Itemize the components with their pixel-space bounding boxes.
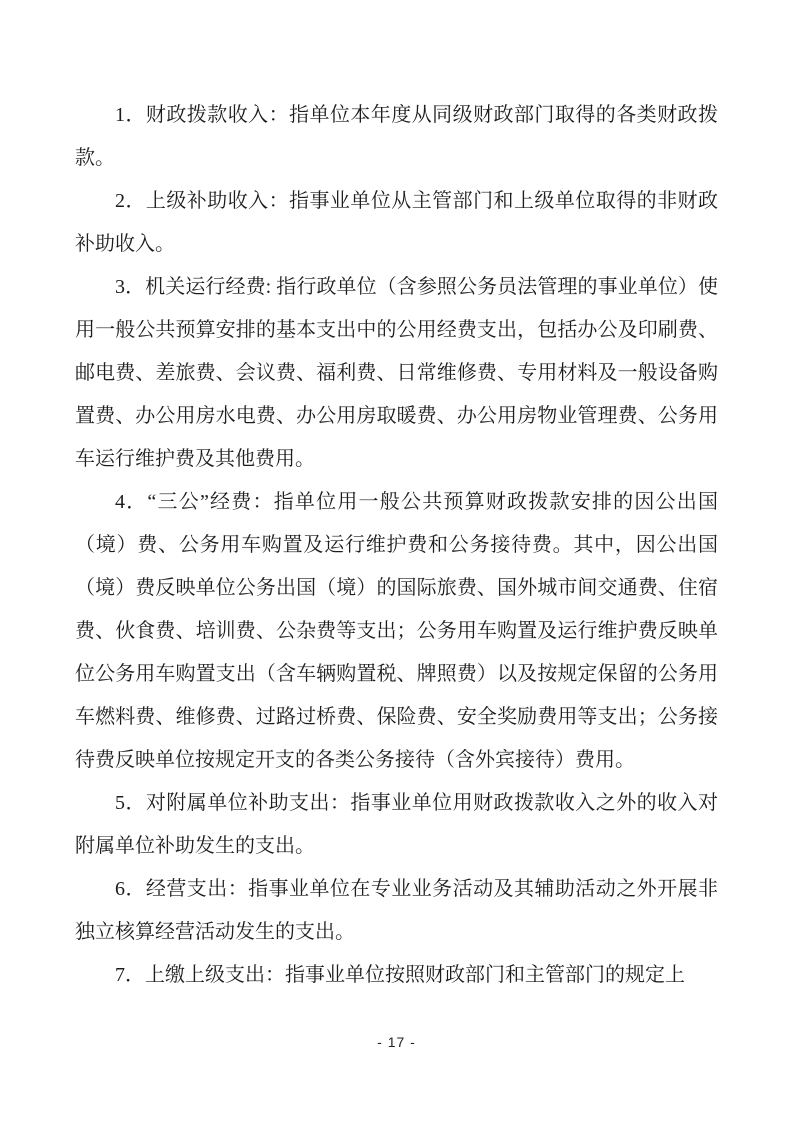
- paragraph-three-public-expenses: 4．“三公”经费：指单位用一般公共预算财政拨款安排的因公出国（境）费、公务用车购置及运行维护费和公务接待费。其中，因公出国（境）费反映单位公务出国（境）的国际旅费、国外城市间交通费、住宿费、伙食费、培训费、公杂费等支出；公务用车购置及运行维护费反映单位公务用车购置支出（含车辆购置税、牌照费）以及按规定保留的公务用车燃料费、维修费、过路过桥费、保险费、安全奖励费用等支出；公务接待费反映单位按规定开支的各类公务接待（含外宾接待）费用。: [75, 491, 718, 771]
- paragraph-payment-to-superior: 7．上缴上级支出：指事业单位按照财政部门和主管部门的规定上: [115, 964, 685, 986]
- paragraph-fiscal-appropriation-income: 1．财政拨款收入：指单位本年度从同级财政部门取得的各类财政拨款。: [75, 104, 718, 169]
- page-footer: [0, 1034, 793, 1050]
- document-content: [75, 94, 718, 997]
- paragraph-subsidy-to-affiliated-units: 5．对附属单位补助支出：指事业单位用财政拨款收入之外的收入对附属单位补助发生的支出。: [75, 792, 718, 857]
- page-number: - 17 -: [377, 1034, 416, 1050]
- paragraph-agency-operating-funds: 3．机关运行经费: 指行政单位（含参照公务员法管理的事业单位）使用一般公共预算安排的基本支出中的公用经费支出，包括办公及印刷费、邮电费、差旅费、会议费、福利费、日常维修费、专用材料及一般设备购置费、办公用房水电费、办公用房取暖费、办公用房物业管理费、公务用车运行维护费及其他费用。: [75, 276, 718, 470]
- paragraph-superior-subsidy-income: 2．上级补助收入：指事业单位从主管部门和上级单位取得的非财政补助收入。: [75, 190, 718, 255]
- paragraph-operating-expenditure: 6．经营支出：指事业单位在专业业务活动及其辅助活动之外开展非独立核算经营活动发生的支出。: [75, 878, 718, 943]
